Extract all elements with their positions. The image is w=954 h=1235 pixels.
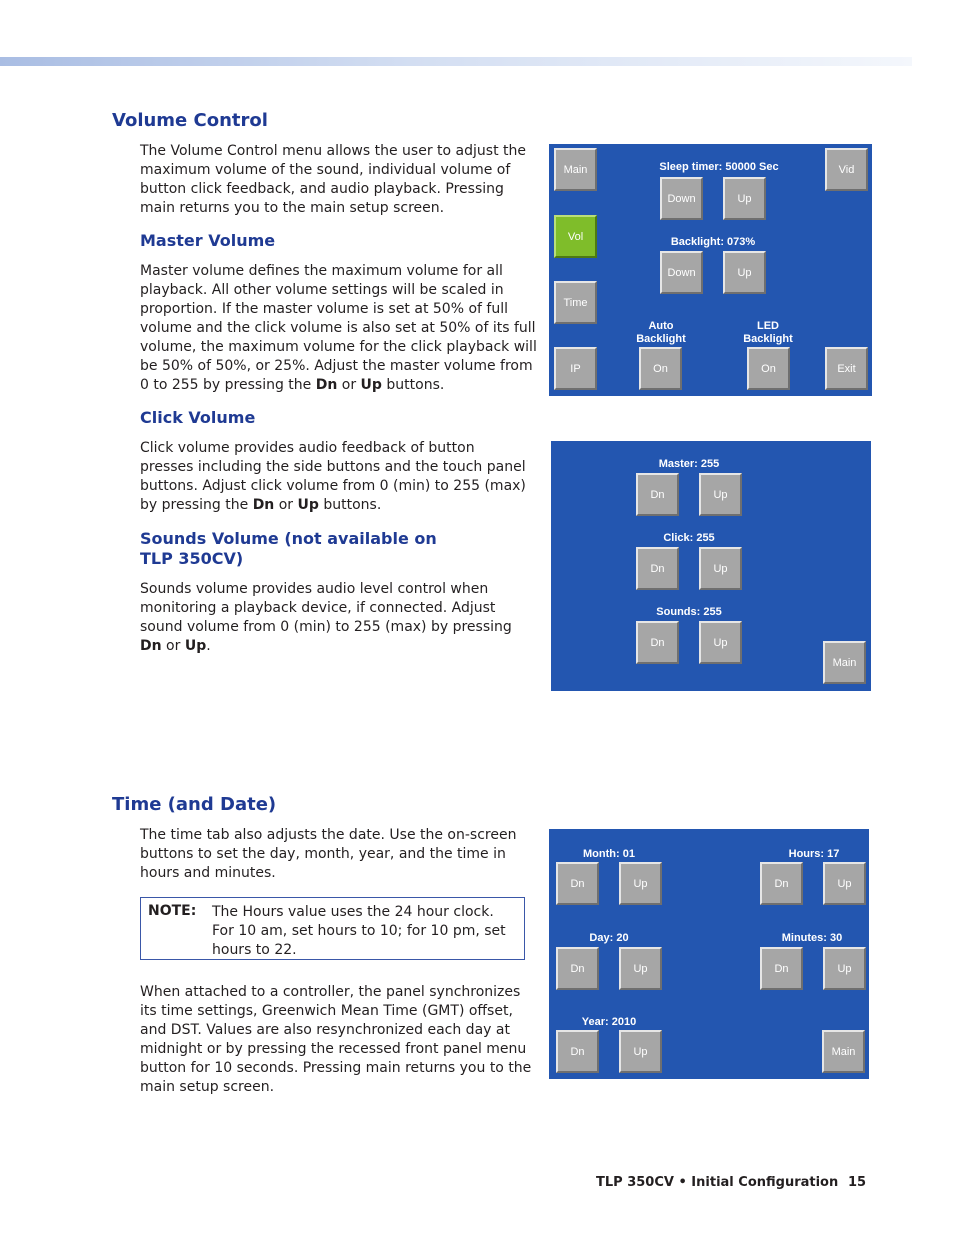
volume-intro-paragraph: The Volume Control menu allows the user to adjust the maximum volume of the sound, individual volume of button click feedback, and audio playback. Pressing main returns you to the main setup screen. (140, 143, 526, 216)
page-number: 15 (848, 1175, 867, 1190)
day-up-button[interactable]: Up (619, 947, 662, 990)
volume-main-button[interactable]: Main (823, 641, 866, 684)
note-label: NOTE: (148, 903, 197, 919)
minutes-up-button[interactable]: Up (823, 947, 866, 990)
day-dn-button[interactable]: Dn (556, 947, 599, 990)
year-label: Year: 2010 (581, 1016, 637, 1028)
month-up-button[interactable]: Up (619, 862, 662, 905)
master-volume-heading: Master Volume (140, 231, 276, 250)
main-tab-button[interactable]: Main (554, 148, 597, 191)
auto-backlight-on-button[interactable]: On (639, 347, 682, 390)
year-dn-button[interactable]: Dn (556, 1030, 599, 1073)
minutes-label: Minutes: 30 (781, 932, 843, 944)
note-box (140, 897, 525, 960)
sounds-volume-paragraph: Sounds volume provides audio level control when monitoring a playback device, if connected. Adjust sound volume from 0 (min) to 255 (max) by pressing Dn or Up. (140, 581, 512, 654)
master-volume-paragraph: Master volume defines the maximum volume for all playback. All other volume settings will be scaled in proportion. If the master volume is set at 50% of full volume and the click volume is also set at 50% of its full volume, the maximum volume for the click playback will be 50% of 50%, or 25%. Adjust the master volume from 0 to 255 by pressing the Dn or Up buttons. (140, 263, 537, 393)
click-up-button[interactable]: Up (699, 547, 742, 590)
click-volume-heading: Click Volume (140, 408, 256, 427)
sounds-up-button[interactable]: Up (699, 621, 742, 664)
sleep-up-button[interactable]: Up (723, 177, 766, 220)
master-up-button[interactable]: Up (699, 473, 742, 516)
hours-dn-button[interactable]: Dn (760, 862, 803, 905)
month-dn-button[interactable]: Dn (556, 862, 599, 905)
backlight-up-button[interactable]: Up (723, 251, 766, 294)
minutes-dn-button[interactable]: Dn (760, 947, 803, 990)
click-volume-paragraph: Click volume provides audio feedback of button presses including the side buttons and the touch panel buttons. Adjust click volume from 0 (min) to 255 (max) by pressing the Dn or Up buttons. (140, 440, 526, 513)
sleep-timer-label: Sleep timer: 50000 Sec (659, 161, 779, 173)
day-label: Day: 20 (589, 932, 629, 944)
sounds-level-label: Sounds: 255 (656, 606, 722, 618)
header-gradient-bar (0, 57, 912, 66)
time-body-paragraph: When attached to a controller, the panel synchronizes its time settings, Greenwich Mean Time (GMT) offset, and DST. Values are also resynchronized each day at midnight or by pressing the recessed front panel menu button for 10 seconds. Pressing main returns you to the main setup screen. (140, 984, 532, 1095)
backlight-label: Backlight: 073% (670, 236, 756, 248)
click-level-label: Click: 255 (663, 532, 715, 544)
sounds-dn-button[interactable]: Dn (636, 621, 679, 664)
time-tab-button[interactable]: Time (554, 281, 597, 324)
footer-title: TLP 350CV • Initial Configuration (596, 1175, 839, 1190)
hours-label: Hours: 17 (788, 848, 840, 860)
auto-backlight-label: Auto Backlight (636, 320, 686, 345)
year-up-button[interactable]: Up (619, 1030, 662, 1073)
time-screen (549, 829, 869, 1079)
led-backlight-label: LED Backlight (743, 320, 793, 345)
hours-up-button[interactable]: Up (823, 862, 866, 905)
master-level-label: Master: 255 (658, 458, 720, 470)
master-dn-button[interactable]: Dn (636, 473, 679, 516)
time-main-button[interactable]: Main (822, 1030, 865, 1073)
volume-screen (551, 441, 871, 691)
sleep-down-button[interactable]: Down (660, 177, 703, 220)
click-dn-button[interactable]: Dn (636, 547, 679, 590)
sounds-volume-heading: Sounds Volume (not available on TLP 350CV) (140, 529, 437, 568)
vol-tab-button[interactable]: Vol (554, 215, 597, 258)
exit-button[interactable]: Exit (825, 347, 868, 390)
time-intro-paragraph: The time tab also adjusts the date. Use the on-screen buttons to set the day, month, year, and the time in hours and minutes. (140, 827, 517, 881)
led-backlight-on-button[interactable]: On (747, 347, 790, 390)
vid-tab-button[interactable]: Vid (825, 148, 868, 191)
time-date-heading: Time (and Date) (112, 794, 277, 815)
ip-tab-button[interactable]: IP (554, 347, 597, 390)
backlight-down-button[interactable]: Down (660, 251, 703, 294)
note-text: The Hours value uses the 24 hour clock. For 10 am, set hours to 10; for 10 pm, set hours to 22. (212, 904, 506, 958)
setup-screen-backlight (549, 144, 872, 396)
month-label: Month: 01 (583, 848, 635, 860)
volume-control-heading: Volume Control (112, 110, 268, 131)
